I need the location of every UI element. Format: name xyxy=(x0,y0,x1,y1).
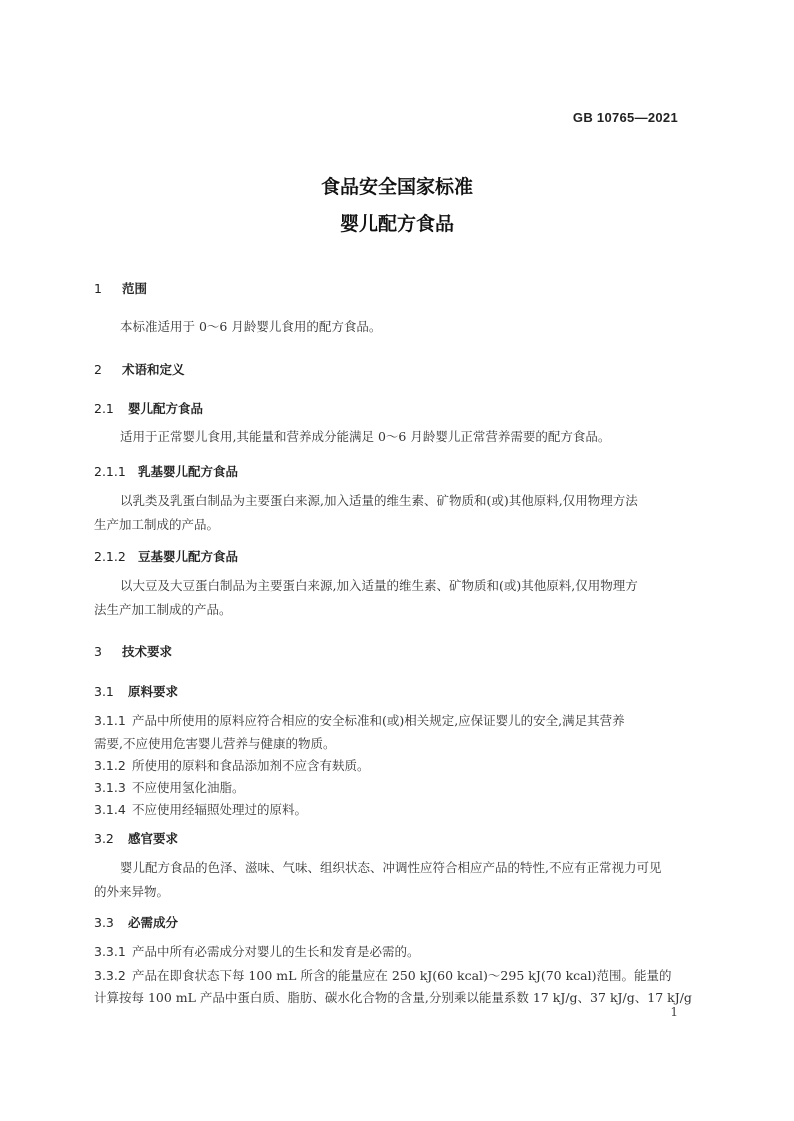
clause-number: 3.1.4 xyxy=(94,802,126,817)
section-heading-2-1-2 xyxy=(94,547,238,565)
clause-text: 不应使用氢化油脂。 xyxy=(131,780,245,795)
section-number: 1 xyxy=(94,281,102,296)
clause-3-3-1 xyxy=(94,942,419,960)
paragraph-line: 婴儿配方食品的色泽、滋味、气味、组织状态、冲调性应符合相应产品的特性,不应有正常视力可见 xyxy=(120,860,662,875)
paragraph: 本标准适用于 0～6 月龄婴儿食用的配方食品。 xyxy=(120,319,382,334)
section-title: 范围 xyxy=(122,281,148,296)
clause-3-3-2 xyxy=(94,966,672,984)
section-number: 3.3 xyxy=(94,915,114,930)
section-title: 技术要求 xyxy=(122,644,173,659)
section-title: 术语和定义 xyxy=(122,362,185,377)
paragraph-line: 生产加工制成的产品。 xyxy=(94,517,220,532)
section-heading-3-1 xyxy=(94,682,178,700)
section-title: 感官要求 xyxy=(128,831,179,846)
clause-text: 产品中所有必需成分对婴儿的生长和发育是必需的。 xyxy=(131,944,420,959)
document-subtitle: 婴儿配方食品 xyxy=(339,213,454,235)
paragraph-line: 法生产加工制成的产品。 xyxy=(94,602,232,617)
clause-text: 产品在即食状态下每 100 mL 所含的能量应在 250 kJ(60 kcal)～295 kJ(70 kcal)范围。能量的 xyxy=(131,968,672,983)
clause-3-1-3 xyxy=(94,778,244,796)
section-heading-2-1 xyxy=(94,399,203,417)
clause-text: 不应使用经辐照处理过的原料。 xyxy=(131,802,307,817)
clause-number: 3.1.2 xyxy=(94,758,126,773)
clause-text-continued: 计算按每 100 mL 产品中蛋白质、脂肪、碳水化合物的含量,分别乘以能量系数 17 kJ/g、37 kJ/g、17 kJ/g xyxy=(94,990,692,1005)
section-number: 2 xyxy=(94,362,102,377)
section-heading-2-1-1 xyxy=(94,462,238,480)
paragraph-line: 的外来异物。 xyxy=(94,884,170,899)
section-heading-2 xyxy=(94,360,185,378)
paragraph-line: 以乳类及乳蛋白制品为主要蛋白来源,加入适量的维生素、矿物质和(或)其他原料,仅用物理方法 xyxy=(120,493,638,508)
clause-3-1-1 xyxy=(94,711,625,729)
clause-text-continued: 需要,不应使用危害婴儿营养与健康的物质。 xyxy=(94,736,336,751)
clause-3-1-2 xyxy=(94,756,369,774)
section-heading-3-3 xyxy=(94,913,178,931)
clause-number: 3.3.2 xyxy=(94,968,126,983)
section-title: 原料要求 xyxy=(128,684,179,699)
section-number: 3.2 xyxy=(94,831,114,846)
section-number: 3 xyxy=(94,644,102,659)
section-title: 婴儿配方食品 xyxy=(128,401,204,416)
clause-number: 3.1.1 xyxy=(94,713,126,728)
clause-text: 所使用的原料和食品添加剂不应含有麸质。 xyxy=(131,758,370,773)
clause-text: 产品中所使用的原料应符合相应的安全标准和(或)相关规定,应保证婴儿的安全,满足其营养 xyxy=(131,713,625,728)
paragraph: 适用于正常婴儿食用,其能量和营养成分能满足 0～6 月龄婴儿正常营养需要的配方食品。 xyxy=(120,429,611,444)
clause-number: 3.3.1 xyxy=(94,944,126,959)
section-heading-1 xyxy=(94,279,147,297)
section-number: 2.1.1 xyxy=(94,464,126,479)
clause-number: 3.1.3 xyxy=(94,780,126,795)
standard-number: GB 10765—2021 xyxy=(572,110,678,125)
section-title: 必需成分 xyxy=(128,915,179,930)
paragraph-line: 以大豆及大豆蛋白制品为主要蛋白来源,加入适量的维生素、矿物质和(或)其他原料,仅用物理方 xyxy=(120,578,638,593)
section-title: 乳基婴儿配方食品 xyxy=(138,464,239,479)
section-number: 2.1 xyxy=(94,401,114,416)
section-heading-3 xyxy=(94,642,172,660)
page-number: 1 xyxy=(670,1005,678,1019)
section-number: 3.1 xyxy=(94,684,114,699)
section-heading-3-2 xyxy=(94,829,178,847)
clause-3-1-4 xyxy=(94,800,307,818)
document-title: 食品安全国家标准 xyxy=(320,176,473,198)
section-title: 豆基婴儿配方食品 xyxy=(138,549,239,564)
section-number: 2.1.2 xyxy=(94,549,126,564)
